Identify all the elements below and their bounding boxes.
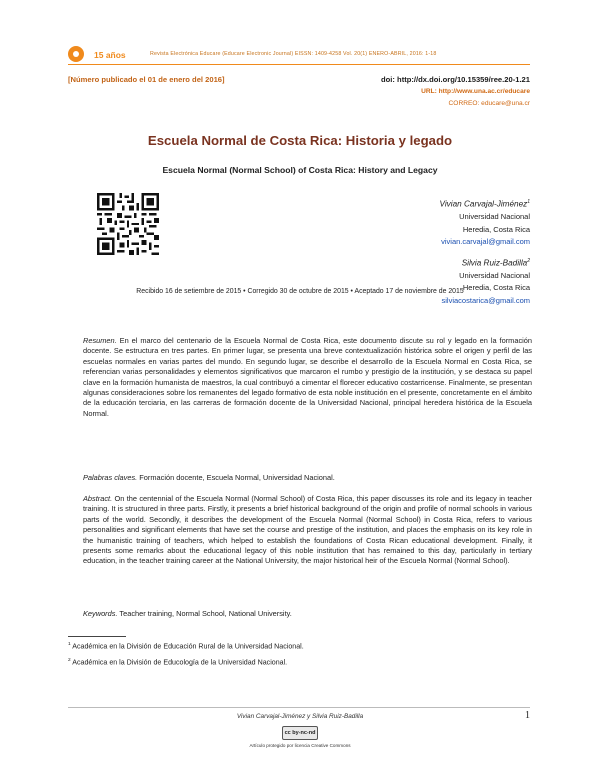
doi-link[interactable]: doi: http://dx.doi.org/10.15359/ree.20-1.21: [381, 75, 530, 84]
footnote: $^1$ Académica en la División de Educación Rural de la Universidad Nacional.: [68, 642, 304, 651]
article-subtitle: Escuela Normal (Normal School) of Costa Rica: History and Legacy: [162, 165, 438, 175]
palabras-claves-paragraph: [83, 473, 532, 483]
author-location: Heredia, Costa Rica: [462, 283, 530, 293]
keywords-label: Keywords.: [83, 609, 118, 618]
resumen-text: En el marco del centenario de la Escuela Normal de Costa Rica, este documento discute su rol y legado en la formación docente. Se estructura en tres partes. En primer lugar, se presenta una breve contextualización histórica sobre el origen y perfil de las escuelas normales en varias partes del mundo. En segundo lugar, se describe el desarrollo de la Escuela Normal en Costa Rica, se referencian varias personalidades y elementos significativos que marcaron el rumbo y prestigio de la institución, y se destaca su papel clave en la formación humanista de maestros, la cual contribuyó a cimentar el florecer educativo costarricense. Finalmente, se presentan algunas consideraciones sobre los remanentes del legado formativo de esta noble institución en el presente, concretamente en el ámbito de la educación terciaria, en las carreras de formación docente de la Universidad Nacional, principal heredera histórica de la Escuela Normal.: [83, 336, 532, 418]
abstract-text: On the centennial of the Escuela Normal (Normal School) of Costa Rica, this paper discusses its role and its legacy in teacher training. It is structured in three parts. Firstly, it presents a brief historical background of the origin and profile of normal schools in various parts of the world. Secondly, it describes the development of the Escuela Normal (Normal School) in Costa Rica, refers to various personalities and significant elements that have set the course and prestige of the institution, and places the emphasis on its key role in the humanistic training of teachers, which helped to establish the foundations of Costa Rican educational development. Finally, it presents some remarks about the educational legacy of this noble institution that has remained to this day, particularly in tertiary education, in the teacher training career at the National University, the major historical heir of the Escuela Normal (Normal School).: [83, 494, 532, 566]
logo-text: 15 años: [94, 50, 126, 60]
journal-url-link[interactable]: URL: http://www.una.ac.cr/educare: [421, 88, 530, 95]
footer-divider: [68, 707, 530, 708]
author-name: Vivian Carvajal-Jiménez$^1$: [439, 199, 530, 209]
journal-header: [68, 46, 530, 64]
author-institution: Universidad Nacional: [459, 212, 530, 222]
header-divider: [68, 64, 530, 65]
footer-authors: Vivian Carvajal-Jiménez y Silvia Ruiz-Badilla: [236, 713, 364, 720]
received-dates: Recibido 16 de setiembre de 2015 • Corregido 30 de octubre de 2015 • Aceptado 17 de noviembre de 2015: [136, 288, 464, 295]
abstract-label: Abstract.: [83, 494, 113, 503]
license-note: Artículo protegido por licencia Creative Commons: [249, 743, 351, 748]
author-email-link[interactable]: vivian.carvajal@gmail.com: [441, 237, 530, 247]
footnote-divider: [68, 636, 126, 637]
keywords-text: Teacher training, Normal School, National University.: [117, 609, 292, 618]
page-number: 1: [525, 710, 530, 721]
palabras-label: Palabras claves.: [83, 473, 138, 482]
resumen-paragraph: [83, 336, 532, 419]
author-institution: Universidad Nacional: [459, 270, 530, 280]
author-email-link[interactable]: silviacostarica@gmail.com: [441, 295, 530, 305]
footnote: $^2$ Académica en la División de Educología de la Universidad Nacional.: [68, 658, 288, 667]
author-location: Heredia, Costa Rica: [462, 224, 530, 234]
logo-ring-icon: [68, 46, 90, 64]
creative-commons-icon[interactable]: cc by-nc-nd: [282, 726, 318, 740]
abstract-paragraph: [83, 494, 532, 567]
keywords-paragraph: [83, 609, 532, 619]
journal-citation-line: Revista Electrónica Educare (Educare Electronic Journal) EISSN: 1409-4258 Vol. 20(1) ENERO-ABRIL, 2016: 1-18: [150, 51, 437, 57]
author-name: Silvia Ruiz-Badilla$^2$: [461, 257, 530, 268]
article-title: Escuela Normal de Costa Rica: Historia y legado: [147, 133, 453, 148]
palabras-text: Formación docente, Escuela Normal, Universidad Nacional.: [137, 473, 335, 482]
published-note: [Número publicado el 01 de enero del 2016]: [68, 75, 225, 84]
journal-email-link[interactable]: CORREO: educare@una.cr: [448, 100, 530, 107]
resumen-label: Resumen.: [83, 336, 117, 345]
qr-code-icon: [97, 192, 159, 256]
journal-logo: [68, 46, 126, 64]
